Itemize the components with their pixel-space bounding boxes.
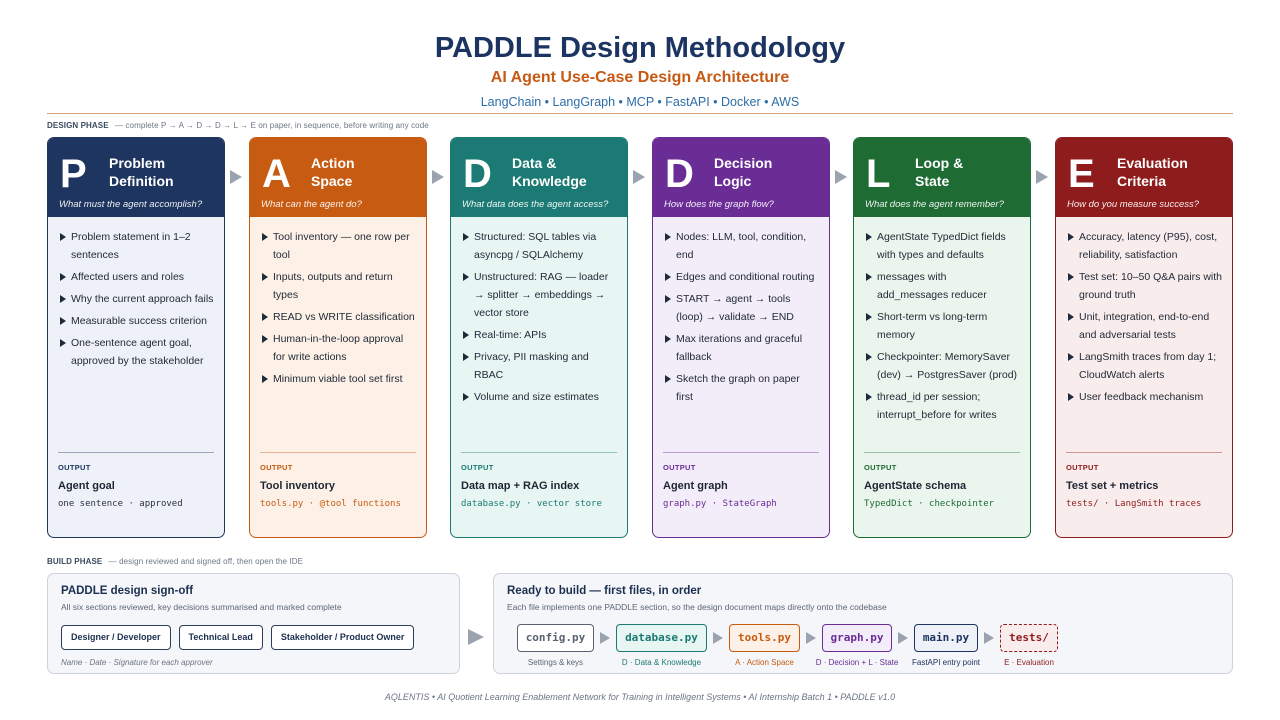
card-item: Volume and size estimates — [463, 388, 617, 406]
flow-arrow-icon — [835, 170, 847, 184]
card-title — [512, 154, 622, 190]
card-title — [714, 154, 824, 190]
file-tools-py: tools.py — [729, 624, 800, 652]
file-database-py: database.py — [616, 624, 707, 652]
card-title-line-2: Logic — [714, 173, 752, 189]
card-item: Privacy, PII masking and RBAC — [463, 348, 617, 384]
card-letter: D — [665, 152, 694, 196]
card-header — [653, 138, 829, 217]
card-question: What data does the agent access? — [462, 199, 609, 210]
card-item-list — [48, 217, 224, 370]
card-output — [864, 452, 1020, 509]
file-main-py: main.py — [914, 624, 978, 652]
card-title-line-1: Problem — [109, 155, 166, 171]
card-3 — [450, 137, 628, 538]
output-code: TypedDict · checkpointer — [864, 499, 995, 509]
page-title: PADDLE Design Methodology — [434, 32, 846, 64]
card-item-list — [250, 217, 426, 388]
card-item: READ vs WRITE classification — [262, 308, 416, 326]
card-item: Nodes: LLM, tool, condition, end — [665, 228, 819, 264]
output-title: Data map + RAG index — [461, 480, 580, 492]
card-question: How do you measure success? — [1067, 199, 1200, 210]
card-title-line-1: Evaluation — [1117, 155, 1188, 171]
output-code: tests/ · LangSmith traces — [1066, 499, 1202, 509]
design-phase-note: — complete P → A → D → D → L → E on paper, in sequence, before writing any code — [115, 121, 429, 130]
output-title: Test set + metrics — [1066, 480, 1159, 492]
card-item: thread_id per session; interrupt_before for writes — [866, 388, 1020, 424]
build-panel — [493, 573, 1233, 674]
file-arrow-icon — [806, 632, 816, 644]
card-item: Checkpointer: MemorySaver (dev) → PostgresSaver (prod) — [866, 348, 1020, 384]
card-title-line-2: Definition — [109, 173, 174, 189]
card-letter: P — [60, 152, 87, 196]
file-graph-py: graph.py — [822, 624, 892, 652]
card-question: What must the agent accomplish? — [59, 199, 203, 210]
card-item: Structured: SQL tables via asyncpg / SQLAlchemy — [463, 228, 617, 264]
card-item: Unstructured: RAG — loader → splitter → embeddings → vector store — [463, 268, 617, 322]
card-item: Short-term vs long-term memory — [866, 308, 1020, 344]
card-4 — [652, 137, 830, 538]
file-caption: Settings & keys — [527, 658, 584, 667]
card-header — [250, 138, 426, 217]
file-caption: A · Action Space — [735, 658, 794, 667]
card-item: Human-in-the-loop approval for write actions — [262, 330, 416, 366]
card-2 — [249, 137, 427, 538]
design-phase-label — [47, 121, 429, 130]
card-question: How does the graph flow? — [664, 199, 774, 210]
signoff-footnote: Name · Date · Signature for each approver — [61, 658, 213, 667]
card-title-line-2: Criteria — [1117, 173, 1167, 189]
header-divider — [47, 113, 1233, 114]
file-arrow-icon — [600, 632, 610, 644]
output-code: tools.py · @tool functions — [260, 499, 401, 509]
approver-stakeholder: Stakeholder / Product Owner — [271, 625, 415, 650]
card-title-line-2: State — [915, 173, 950, 189]
header — [0, 30, 1280, 110]
card-item: Real-time: APIs — [463, 326, 617, 344]
output-code: database.py · vector store — [461, 499, 602, 509]
card-5 — [853, 137, 1031, 538]
card-letter: D — [463, 152, 492, 196]
card-question: What does the agent remember? — [865, 199, 1004, 210]
card-item: Minimum viable tool set first — [262, 370, 416, 388]
signoff-to-build-arrow — [468, 629, 484, 645]
output-title: Tool inventory — [260, 480, 335, 492]
card-letter: E — [1068, 152, 1095, 196]
flow-arrow-icon — [432, 170, 444, 184]
paddle-cards — [47, 137, 1233, 538]
approver-designer: Designer / Developer — [61, 625, 171, 650]
output-label: OUTPUT — [58, 463, 91, 472]
design-phase-title: DESIGN PHASE — [47, 121, 109, 130]
card-output — [461, 452, 617, 509]
card-item: AgentState TypedDict fields with types and defaults — [866, 228, 1020, 264]
signoff-title: PADDLE design sign-off — [61, 585, 194, 597]
flow-arrow-icon — [230, 170, 242, 184]
approver-tech-lead: Technical Lead — [179, 625, 263, 650]
card-item: START → agent → tools (loop) → validate → END — [665, 290, 819, 326]
output-label: OUTPUT — [461, 463, 494, 472]
card-1 — [47, 137, 225, 538]
card-item: User feedback mechanism — [1068, 388, 1222, 406]
footer-text: AQLENTIS • AI Quotient Learning Enablement Network for Training in Intelligent Systems • AI Internship Batch 1 • PADDLE v1.0 — [384, 692, 896, 702]
card-header — [48, 138, 224, 217]
card-6 — [1055, 137, 1233, 538]
tech-stack-line: LangChain • LangGraph • MCP • FastAPI • Docker • AWS — [480, 95, 800, 109]
build-title: Ready to build — first files, in order — [507, 585, 702, 597]
build-phase-label — [47, 557, 303, 566]
card-title — [915, 154, 1025, 190]
card-item: LangSmith traces from day 1; CloudWatch alerts — [1068, 348, 1222, 384]
card-item: Edges and conditional routing — [665, 268, 819, 286]
card-item: Measurable success criterion — [60, 312, 214, 330]
output-label: OUTPUT — [663, 463, 696, 472]
file-sequence — [517, 624, 1227, 670]
output-code: graph.py · StateGraph — [663, 499, 777, 509]
card-item: messages with add_messages reducer — [866, 268, 1020, 304]
card-output — [1066, 452, 1222, 509]
file-tests: tests/ — [1000, 624, 1058, 652]
output-code: one sentence · approved — [58, 499, 183, 509]
file-caption: D · Decision + L · State — [815, 658, 899, 667]
file-caption: FastAPI entry point — [911, 658, 981, 667]
card-title — [1117, 154, 1227, 190]
file-caption: D · Data & Knowledge — [621, 658, 702, 667]
card-letter: A — [262, 152, 291, 196]
card-item-list — [451, 217, 627, 406]
card-header — [451, 138, 627, 217]
approver-list — [61, 625, 414, 650]
output-label: OUTPUT — [864, 463, 897, 472]
file-arrow-icon — [984, 632, 994, 644]
output-label: OUTPUT — [260, 463, 293, 472]
card-item-list — [854, 217, 1030, 424]
card-item: One-sentence agent goal, approved by the stakeholder — [60, 334, 214, 370]
card-title-line-1: Data & — [512, 155, 557, 171]
card-question: What can the agent do? — [261, 199, 362, 210]
card-output — [663, 452, 819, 509]
build-phase-title: BUILD PHASE — [47, 557, 103, 566]
card-header — [1056, 138, 1232, 217]
file-config-py: config.py — [517, 624, 594, 652]
card-item: Max iterations and graceful fallback — [665, 330, 819, 366]
card-output — [260, 452, 416, 509]
signoff-panel — [47, 573, 460, 674]
file-caption: E · Evaluation — [1004, 658, 1054, 667]
card-item: Problem statement in 1–2 sentences — [60, 228, 214, 264]
card-title — [109, 154, 219, 190]
card-item: Affected users and roles — [60, 268, 214, 286]
card-item: Why the current approach fails — [60, 290, 214, 308]
card-item-list — [653, 217, 829, 406]
build-subtitle: Each file implements one PADDLE section, so the design document maps directly onto the codebase — [507, 602, 887, 612]
output-label: OUTPUT — [1066, 463, 1099, 472]
card-item: Sketch the graph on paper first — [665, 370, 819, 406]
file-arrow-icon — [713, 632, 723, 644]
output-title: AgentState schema — [864, 480, 967, 492]
card-title — [311, 154, 421, 190]
card-item: Unit, integration, end-to-end and adversarial tests — [1068, 308, 1222, 344]
card-output — [58, 452, 214, 509]
build-phase-note: — design reviewed and signed off, then open the IDE — [108, 557, 304, 566]
card-header — [854, 138, 1030, 217]
signoff-subtitle: All six sections reviewed, key decisions summarised and marked complete — [61, 602, 342, 612]
flow-arrow-icon — [633, 170, 645, 184]
card-title-line-2: Knowledge — [512, 173, 587, 189]
card-item: Tool inventory — one row per tool — [262, 228, 416, 264]
card-title-line-1: Decision — [714, 155, 773, 171]
output-title: Agent goal — [58, 480, 115, 492]
card-title-line-1: Loop & — [915, 155, 964, 171]
page-subtitle: AI Agent Use-Case Design Architecture — [490, 69, 790, 86]
card-letter: L — [866, 152, 891, 196]
card-item: Inputs, outputs and return types — [262, 268, 416, 304]
card-item: Accuracy, latency (P95), cost, reliability, satisfaction — [1068, 228, 1222, 264]
output-title: Agent graph — [663, 480, 728, 492]
card-title-line-2: Space — [311, 173, 353, 189]
file-arrow-icon — [898, 632, 908, 644]
flow-arrow-icon — [1036, 170, 1048, 184]
card-title-line-1: Action — [311, 155, 355, 171]
card-item: Test set: 10–50 Q&A pairs with ground truth — [1068, 268, 1222, 304]
card-item-list — [1056, 217, 1232, 406]
